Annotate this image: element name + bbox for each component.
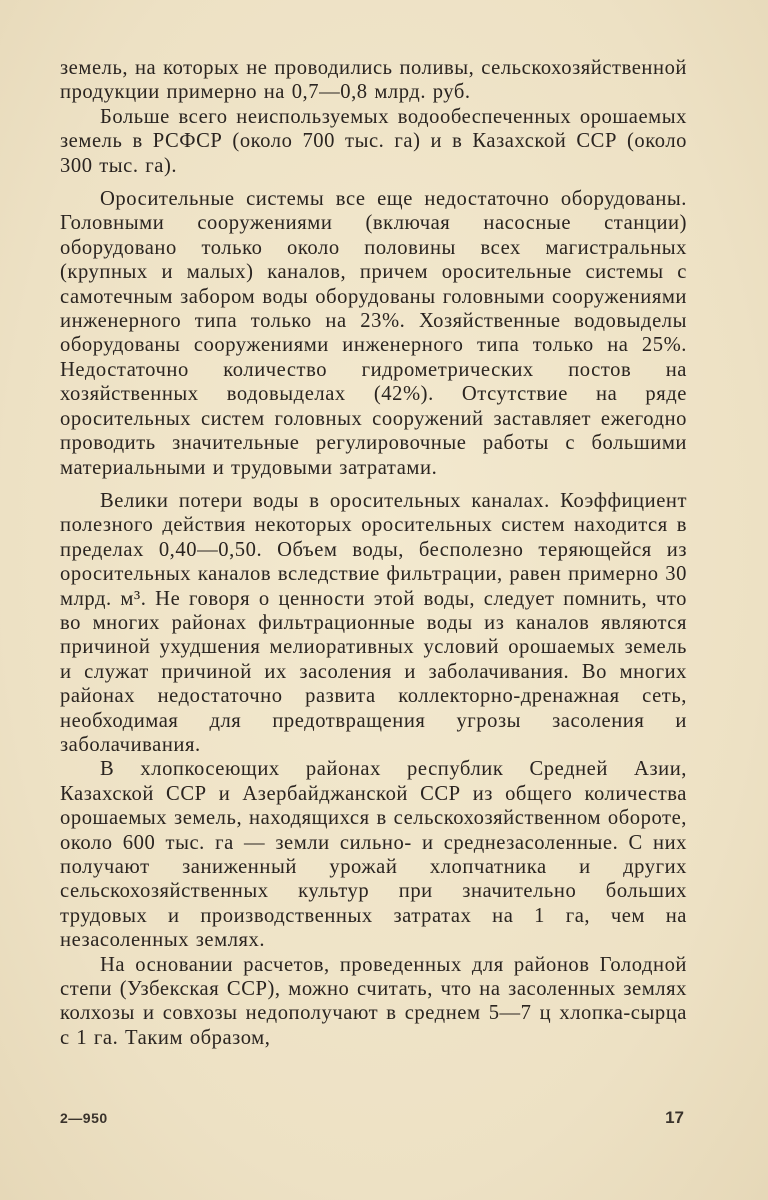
page-number: 17: [665, 1108, 684, 1127]
body-text: [60, 56, 687, 1050]
paragraph: В хлопкосеющих районах республик Средней Азии, Казахской ССР и Азербайджанской ССР из общего количества орошаемых земель, находящихся в сельскохозяйственном обороте, около 600 тыс. га — земли сильно- и среднезасоленные. С них получают заниженный урожай хлопчатника и других сельскохозяйственных культур при значительно больших трудовых и производственных затратах на 1 га, чем на незасоленных землях.: [60, 758, 687, 952]
paragraph-continued: земель, на которых не проводились поливы, сельскохозяйственной продукции примерно на 0,7—0,8 млрд. руб.: [60, 57, 687, 104]
printer-signature: 2—950: [60, 1110, 108, 1126]
paragraph: Больше всего неиспользуемых водообеспеченных орошаемых земель в РСФСР (около 700 тыс. га) и в Казахской ССР (около 300 тыс. га).: [60, 105, 687, 177]
paragraph: На основании расчетов, проведенных для районов Голодной степи (Узбекская ССР), можно считать, что на засоленных землях колхозы и совхозы недополучают в среднем 5—7 ц хлопка-сырца с 1 га. Таким образом,: [60, 953, 687, 1049]
paragraph: Оросительные системы все еще недостаточно оборудованы. Головными сооружениями (включая насосные станции) оборудовано только около половины всех магистральных (крупных и малых) каналов, причем оросительные системы с самотечным забором воды оборудованы головными сооружениями инженерного типа только на 23%. Хозяйственные водовыделы оборудованы сооружениями инженерного типа только на 25%. Недостаточно количество гидрометрических постов на хозяйственных водовыделах (42%). Отсутствие на ряде оросительных систем головных сооружений заставляет ежегодно проводить значительные регулировочные работы с большими материальными и трудовыми затратами.: [60, 188, 687, 479]
paragraph: Велики потери воды в оросительных каналах. Коэффициент полезного действия некоторых оросительных систем находится в пределах 0,40—0,50. Объем воды, бесполезно теряющейся из оросительных каналов вследствие фильтрации, равен примерно 30 млрд. м³. Не говоря о ценности этой воды, следует помнить, что во многих районах фильтрационные воды из каналов являются причиной ухудшения мелиоративных условий орошаемых земель и служат причиной их засоления и заболачивания. Во многих районах недостаточно развита коллекторно-дренажная сеть, необходимая для предотвращения угрозы засоления и заболачивания.: [60, 489, 687, 756]
